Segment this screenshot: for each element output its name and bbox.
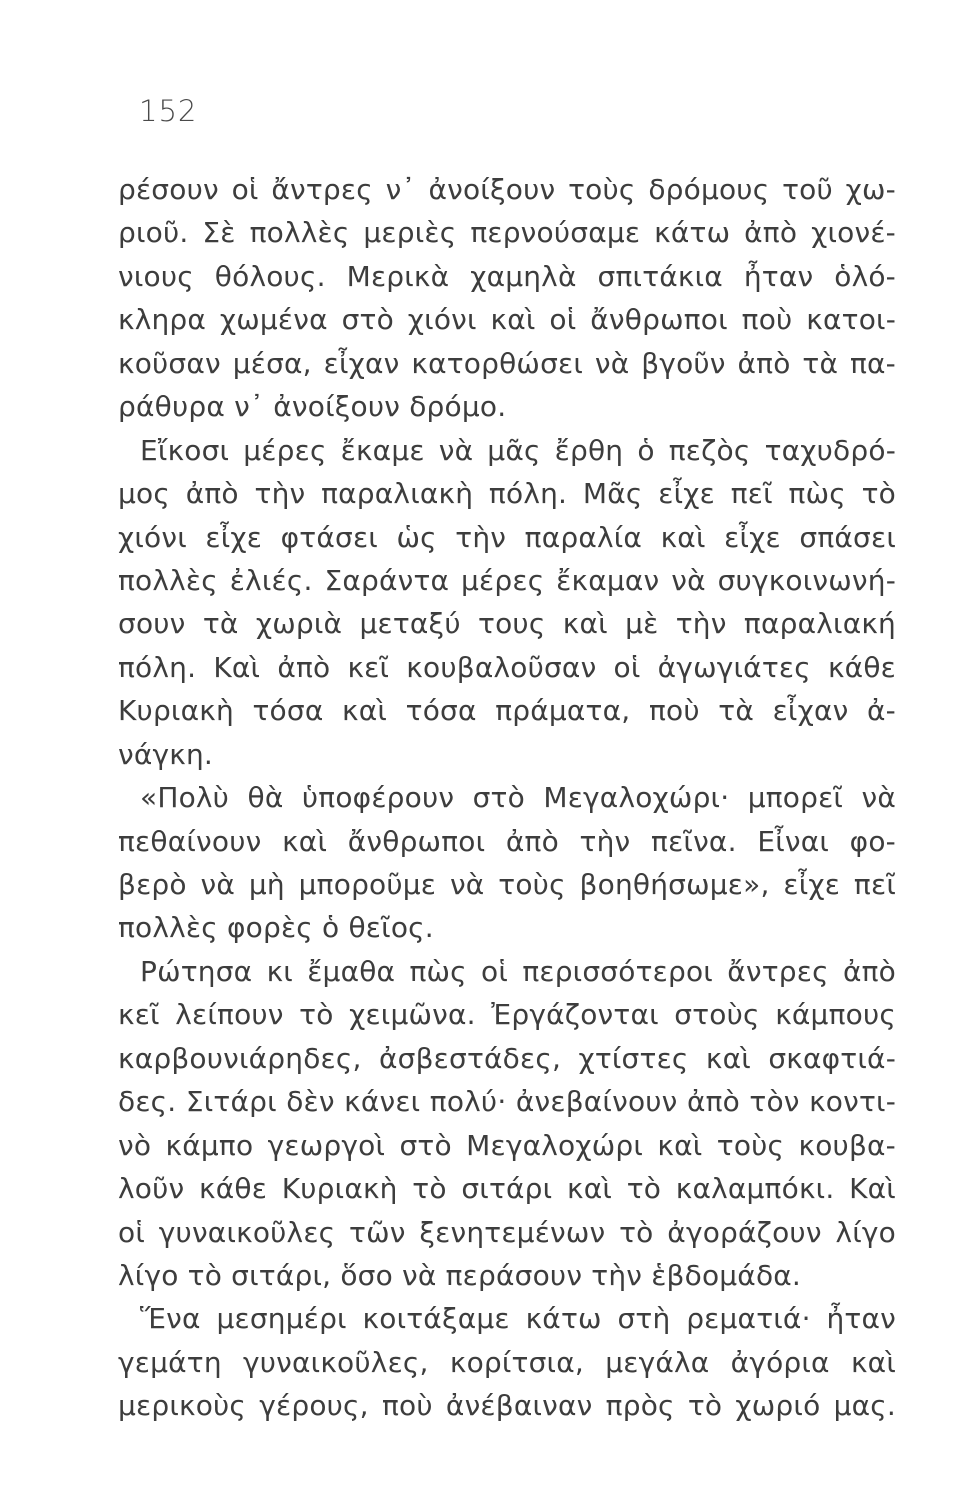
text-line: πεθαίνουν καὶ ἄνθρωποι ἀπὸ τὴν πεῖνα. Εἶναι φο- xyxy=(118,824,896,858)
text-line: πόλη. Καὶ ἀπὸ κεῖ κουβαλοῦσαν οἱ ἀγωγιάτες κάθε xyxy=(118,650,896,684)
text-line: μερικοὺς γέρους, ποὺ ἀνέβαιναν πρὸς τὸ χωριό μας. xyxy=(118,1389,896,1423)
text-line: «Πολὺ θὰ ὑποφέρουν στὸ Μεγαλοχώρι· μπορεῖ νὰ xyxy=(140,781,896,815)
text-line: νιους θόλους. Μερικὰ χαμηλὰ σπιτάκια ἦταν ὁλό- xyxy=(118,259,896,293)
text-line: λοῦν κάθε Κυριακὴ τὸ σιτάρι καὶ τὸ καλαμπόκι. Καὶ xyxy=(118,1172,896,1206)
page-number: 152 xyxy=(139,94,198,128)
text-line: ρέσουν οἱ ἄντρες ν᾿ ἀνοίξουν τοὺς δρόμους τοῦ χω- xyxy=(118,173,896,206)
text-line: κοῦσαν μέσα, εἶχαν κατορθώσει νὰ βγοῦν ἀπὸ τὰ πα- xyxy=(118,346,896,380)
text-line: χιόνι εἶχε φτάσει ὡς τὴν παραλία καὶ εἶχε σπάσει xyxy=(118,520,896,554)
text-line: πολλὲς φορὲς ὁ θεῖος. xyxy=(118,911,434,945)
text-line: βερὸ νὰ μὴ μποροῦμε νὰ τοὺς βοηθήσωμε», εἶχε πεῖ xyxy=(118,868,896,901)
text-line: γεμάτη γυναικοῦλες, κορίτσια, μεγάλα ἀγόρια καὶ xyxy=(118,1345,896,1379)
text-line: λίγο τὸ σιτάρι, ὅσο νὰ περάσουν τὴν ἑβδομάδα. xyxy=(118,1258,802,1292)
text-line: νάγκη. xyxy=(118,737,214,771)
text-line: μος ἀπὸ τὴν παραλιακὴ πόλη. Μᾶς εἶχε πεῖ πὼς τὸ xyxy=(118,477,896,511)
text-line: Εἴκοσι μέρες ἔκαμε νὰ μᾶς ἔρθη ὁ πεζὸς ταχυδρό- xyxy=(140,433,896,467)
text-line: καρβουνιάρηδες, ἀσβεστάδες, χτίστες καὶ σκαφτιά- xyxy=(118,1041,896,1075)
text-line: νὸ κάμπο γεωργοὶ στὸ Μεγαλοχώρι καὶ τοὺς κουβα- xyxy=(118,1128,896,1162)
text-line: ριοῦ. Σὲ πολλὲς μεριὲς περνούσαμε κάτω ἀπὸ χιονέ- xyxy=(118,216,896,250)
text-line: ράθυρα ν᾿ ἀνοίξουν δρόμο. xyxy=(118,390,507,424)
text-line: κληρα χωμένα στὸ χιόνι καὶ οἱ ἄνθρωποι ποὺ κατοι- xyxy=(118,303,896,337)
text-line: δες. Σιτάρι δὲν κάνει πολύ· ἀνεβαίνουν ἀπὸ τὸν κοντι- xyxy=(118,1085,896,1119)
body-text xyxy=(118,168,896,1428)
text-line: Ρώτησα κι ἔμαθα πὼς οἱ περισσότεροι ἄντρες ἀπὸ xyxy=(140,954,896,988)
text-line: σουν τὰ χωριὰ μεταξύ τους καὶ μὲ τὴν παραλιακή xyxy=(118,607,896,641)
text-line: Κυριακὴ τόσα καὶ τόσα πράματα, ποὺ τὰ εἶχαν ἀ- xyxy=(118,694,896,728)
text-line: οἱ γυναικοῦλες τῶν ξενητεμένων τὸ ἀγοράζουν λίγο xyxy=(118,1215,896,1249)
text-line: Ἕνα μεσημέρι κοιτάξαμε κάτω στὴ ρεματιά· ἦταν xyxy=(140,1302,896,1336)
text-line: κεῖ λείπουν τὸ χειμῶνα. Ἐργάζονται στοὺς κάμπους xyxy=(118,998,896,1032)
text-line: πολλὲς ἐλιές. Σαράντα μέρες ἔκαμαν νὰ συγκοινωνή- xyxy=(118,563,896,597)
